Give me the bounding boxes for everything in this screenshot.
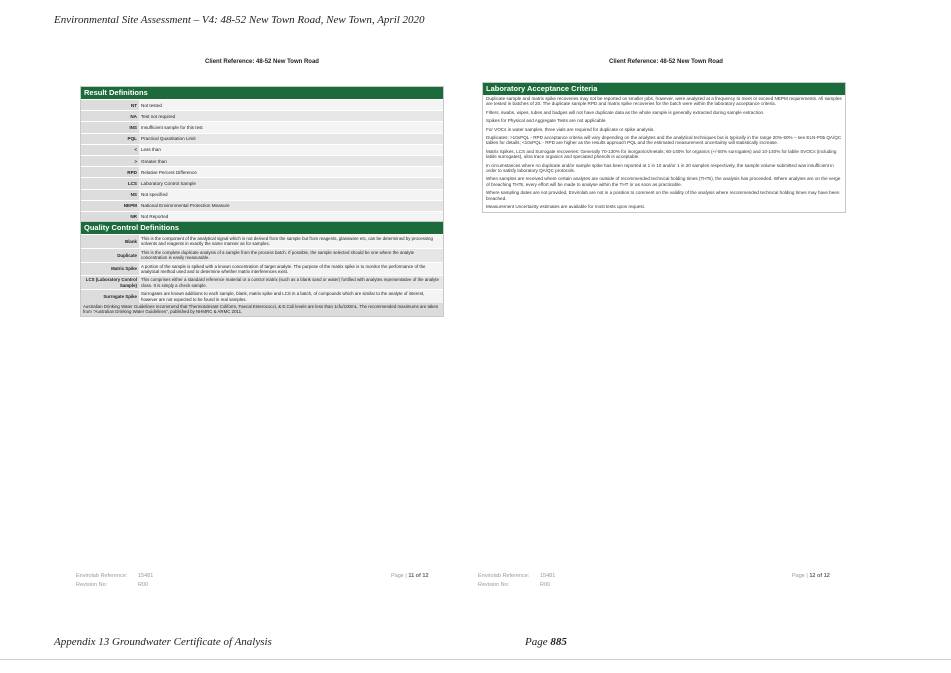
definition-description: Not specified [139,189,443,200]
right-page-footer [478,573,555,591]
envirolab-reference-label: Envirolab Reference: [76,573,128,579]
qc-term: Matrix Spike [81,262,139,276]
qc-description: This is the complete duplicate analysis of a sample from the process batch. If possible, the sample selected should be one where the analyte concentration is easily measurable. [139,248,443,262]
qc-term: LCS (Laboratory Control Sample) [81,276,139,290]
qc-description: Surrogates are known additions to each sample, blank, matrix spike and LCS in a batch, of compounds which are similar to the analyte of interest, however are not expected to be found in real samples. [139,290,443,303]
left-page-footer [76,573,153,591]
quality-control-box [80,221,444,317]
acceptance-paragraph: Measurement Uncertainty estimates are available for most tests upon request. [486,204,646,210]
definition-row [81,167,443,178]
quality-control-title: Quality Control Definitions [81,222,443,234]
definition-description: Not Reported [139,211,443,222]
definition-row [81,111,443,122]
revision-label: Revision No: [76,582,108,588]
envirolab-reference-label: Envirolab Reference: [478,573,530,579]
acceptance-criteria-box [482,82,846,213]
definition-code: < [81,144,139,155]
acceptance-paragraph: Spikes for Physical and Aggregate Tests are not applicable. [486,118,607,124]
acceptance-paragraph: In circumstances where no duplicate and/or sample spike has been reported at 1 in 10 and/or 1 in 20 samples respectively, the sample volume submitted was insufficient in order to satisfy laboratory QA/QC protocols. [486,162,834,174]
acceptance-paragraph: When samples are received where certain analytes are outside of recommended technical holding times (THTs), the analysis has proceeded. Where analytes are on the verge of breaching THTs, every effort will be made to analyse within the THT or as soon as practicable. [486,176,841,187]
page-label: Page | [792,573,808,579]
result-definitions-title: Result Definitions [81,87,443,99]
revision-label: Revision No: [478,582,510,588]
revision-value: R00 [540,582,551,588]
definition-code: NR [81,211,139,222]
right-page-number [792,573,830,579]
left-page-number [391,573,429,579]
definition-code: INS [81,122,139,133]
qc-row [81,262,443,276]
qc-row [81,276,443,290]
definition-row [81,133,443,144]
definition-code: LCS [81,178,139,189]
qc-term: Surrogate Spike [81,290,139,303]
acceptance-criteria-body [483,95,845,212]
definition-code: RPD [81,167,139,178]
definition-row [81,144,443,155]
definition-code: NT [81,100,139,111]
definition-description: Relative Percent Difference [139,167,443,178]
document-page-number [525,636,567,648]
qc-description: This comprises either a standard reference material or a control matrix (such as a blank sand or water) fortified with analytes representative of the analyte class. It is simply a check sample. [139,276,443,290]
qc-description: A portion of the sample is spiked with a known concentration of target analyte. The purpose of the matrix spike is to monitor the performance of the analytical method used and to determine whether matrix interferences exist. [139,262,443,276]
page-label: Page | [391,573,407,579]
qc-row [81,248,443,262]
document-page-label: Page [525,636,548,648]
acceptance-paragraph: Where sampling dates are not provided, Envirolab are not in a position to comment on the validity of the analysis where recommended technical holding times may have been breached. [486,190,840,201]
envirolab-reference-value: 15481 [540,573,556,579]
definition-description: Practical Quantitation Limit [139,133,443,144]
result-definitions-box [80,86,444,223]
acceptance-paragraph: Duplicate sample and matrix spike recoveries may not be reported on smaller jobs, however, were analysed at a frequency to meet or exceed NEPM requirements. All samples are tested in batches of 20. The duplicate sample RPD and matrix spike recoveries for the batch were within the laboratory acceptance criteria. [486,96,842,107]
client-reference: Client Reference: 48-52 New Town Road [609,59,723,65]
definition-description: Less than [139,144,443,155]
definition-code: > [81,155,139,166]
document-header: Environmental Site Assessment – V4: 48-52 New Town Road, New Town, April 2020 [54,14,425,26]
qc-description: This is the component of the analytical signal which is not derived from the sample but from reagents, glassware etc, can be determined by processing solvents and reagents in exactly the same manner as for samples. [139,235,443,249]
definition-row [81,189,443,200]
client-reference: Client Reference: 48-52 New Town Road [205,59,319,65]
definition-description: Test not required [139,111,443,122]
acceptance-criteria-title: Laboratory Acceptance Criteria [483,83,845,95]
definition-code: PQL [81,133,139,144]
right-page [466,55,866,595]
acceptance-paragraph: Duplicates: >10xPQL - RPD acceptance criteria will vary depending on the analytes and the analytical techniques but is typically in the range 20%-50% – see ELN-P05 QA/QC tables for details; <10xPQL - RPD are higher as the results approach PQL and the estimated measurement uncertainty will statistically increase. [486,135,842,146]
definition-row [81,178,443,189]
quality-control-table [81,234,443,303]
definition-description: Laboratory Control Sample [139,178,443,189]
acceptance-paragraph: Filters, swabs, wipes, tubes and badges will not have duplicate data as the whole sample is generally extracted during sample extraction. [486,109,765,115]
definition-description: Insufficient sample for this test [139,122,443,133]
qc-term: Duplicate [81,248,139,262]
page-value: 12 of 12 [809,573,830,579]
revision-value: R00 [138,582,149,588]
definition-description: National Environmental Protection Measure [139,200,443,211]
qc-row [81,290,443,303]
document-footer-title: Appendix 13 Groundwater Certificate of Analysis [54,636,272,648]
definition-row [81,200,443,211]
acceptance-paragraph: Matrix Spikes, LCS and Surrogate recoveries: Generally 70-130% for inorganics/metals; 60-140% for organics (+/-50% surrogates) and 10-140% for labile SVOCs (including labile surrogates), ultra trace organics and speciated phenols is acceptable. [486,148,837,160]
envirolab-reference-value: 15481 [138,573,154,579]
definition-description: Greater than [139,155,443,166]
drinking-water-note: Australian Drinking Water Guidelines recommend that Thermotolerant Coliform, Faecal Enterococci, & E.Coli levels are less than 1cfu/100mL. The recommended maximums are taken from "Australian Drinking Water Guidelines", published by NHMRC & ARMC 2011. [81,303,443,316]
definition-code: NS [81,189,139,200]
definition-row [81,100,443,111]
document-page-value: 885 [550,636,567,648]
result-definitions-table [81,99,443,222]
page-value: 11 of 12 [408,573,429,579]
left-page [62,55,462,595]
definition-row [81,155,443,166]
acceptance-paragraph: For VOCs in water samples, three vials are required for duplicate or spike analysis. [486,126,655,132]
definition-code: NEPM [81,200,139,211]
qc-row [81,235,443,249]
qc-term: Blank [81,235,139,249]
footer-divider [0,659,951,660]
definition-code: NA [81,111,139,122]
definition-row [81,122,443,133]
definition-description: Not tested [139,100,443,111]
